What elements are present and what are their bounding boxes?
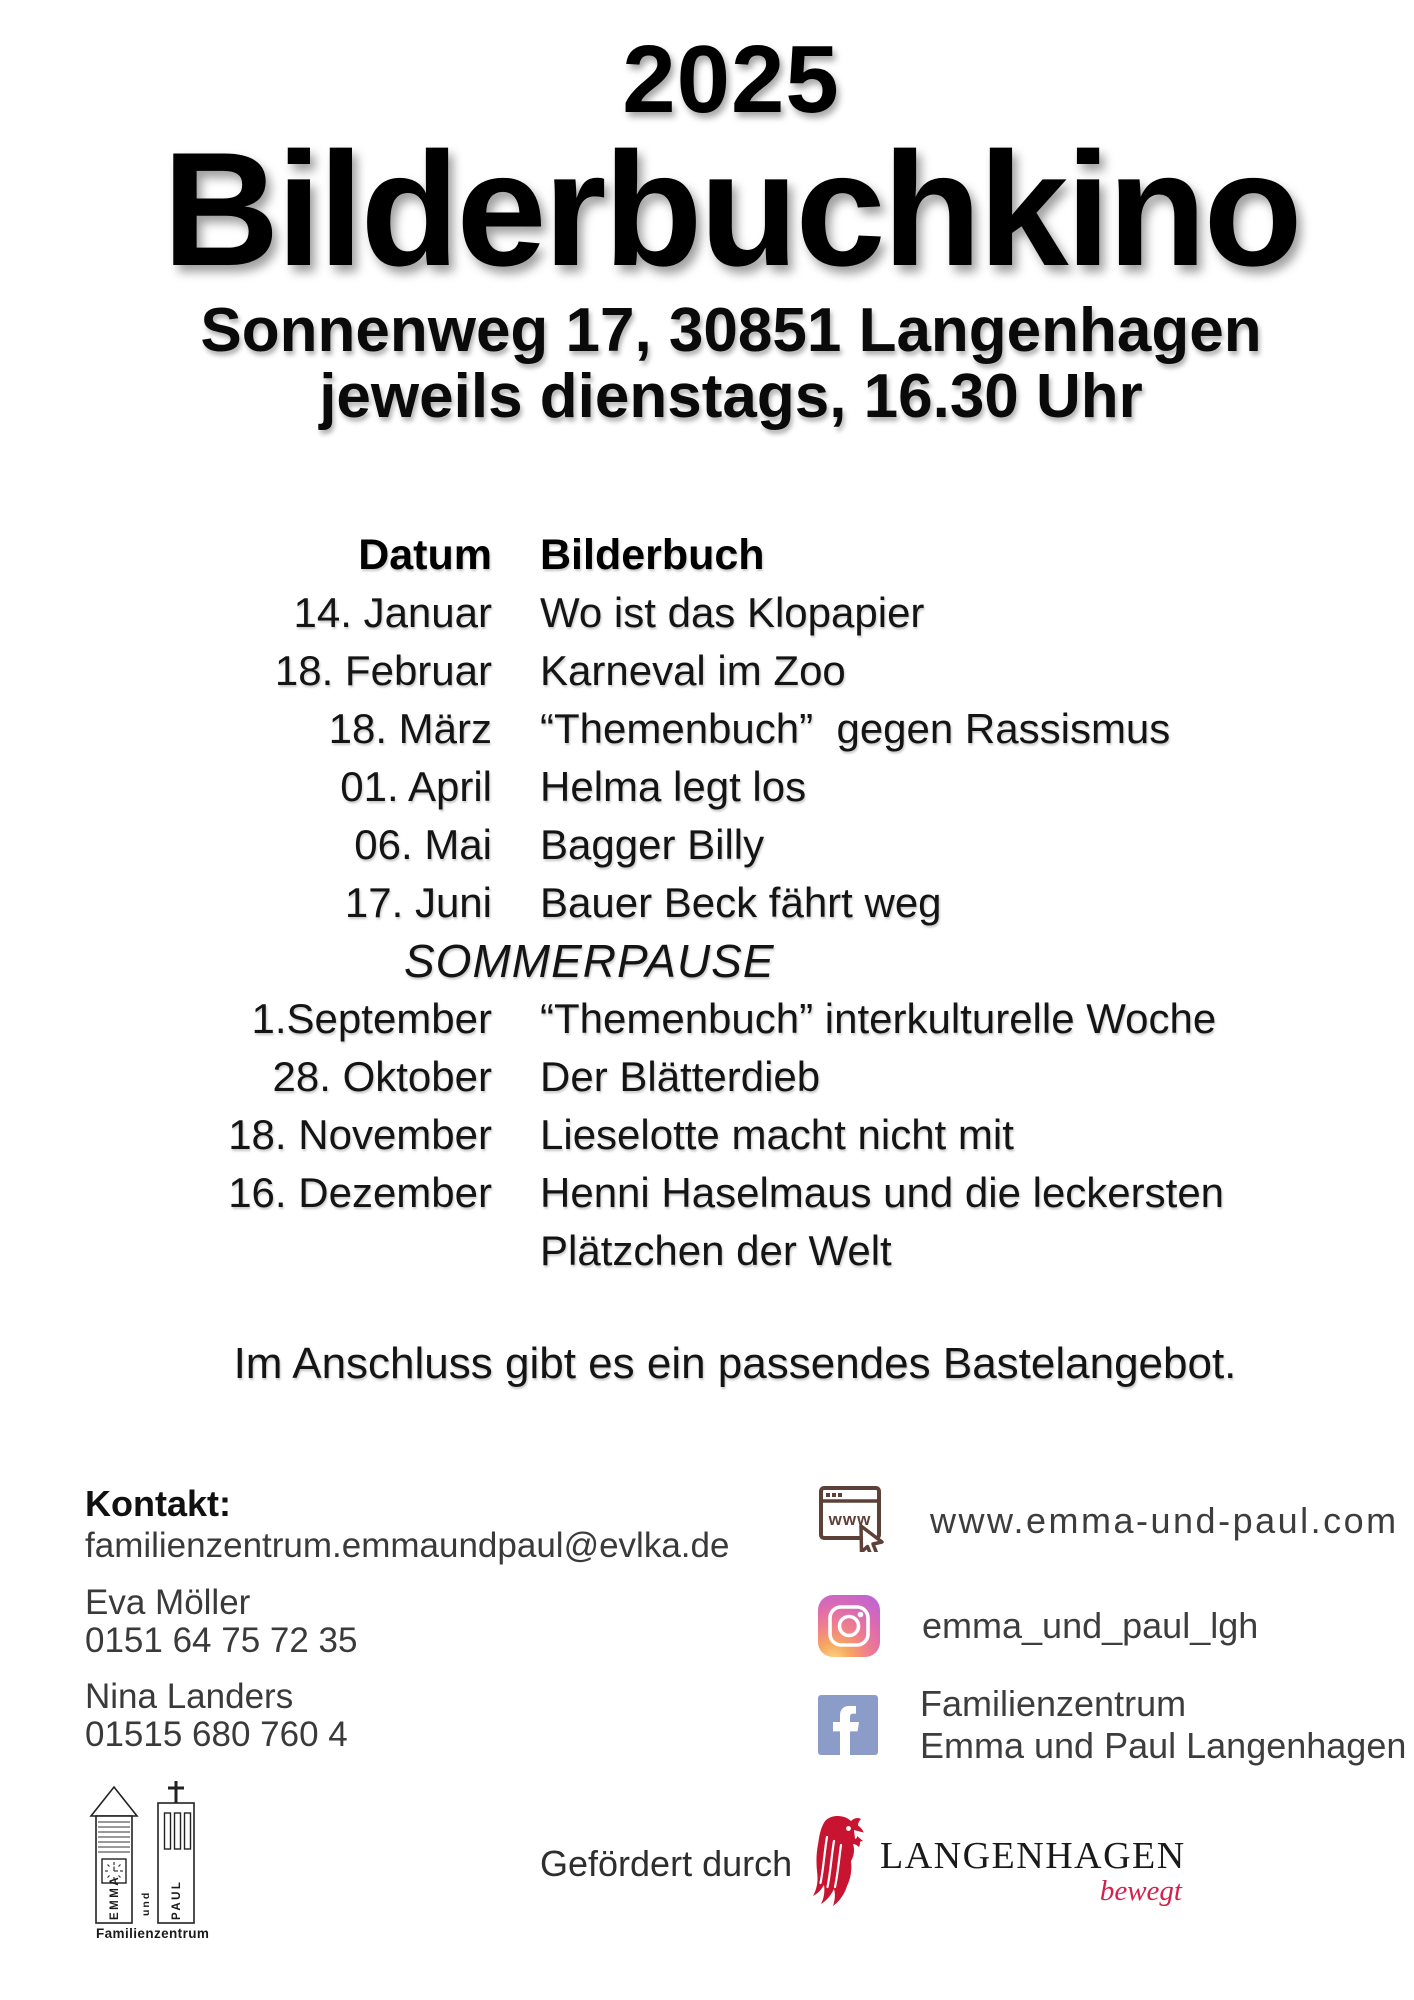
table-row-book: Bagger Billy (540, 821, 765, 868)
funded-by-label: Gefördert durch (540, 1843, 793, 1884)
city-tagline: bewegt (1099, 1875, 1182, 1907)
table-row-date: 01. April (340, 763, 492, 810)
column-header-date: Datum (358, 531, 492, 579)
facebook-name-line2: Emma und Paul Langenhagen (920, 1725, 1407, 1766)
tower-label-und: und (140, 1890, 152, 1916)
contact-block (85, 1482, 729, 1754)
instagram-row (818, 1595, 1414, 1657)
table-row-book: Wo ist das Klopapier (540, 589, 925, 636)
church-towers-icon (88, 1775, 218, 1950)
address-line: Sonnenweg 17, 30851 Langenhagen (200, 296, 1262, 365)
website-url: www.emma-und-paul.com (930, 1499, 1399, 1541)
table-row-date: 18. März (328, 705, 492, 752)
table-row-book: Bauer Beck fährt weg (540, 879, 942, 926)
facebook-name-line1: Familienzentrum (920, 1683, 1187, 1724)
table-row-date: 16. Dezember (228, 1169, 492, 1216)
svg-text:www: www (828, 1510, 872, 1529)
subtitle (48, 298, 1414, 430)
person-phone: 01515 680 760 4 (85, 1715, 348, 1754)
table-row-date: 28. Oktober (272, 1053, 492, 1100)
contact-person (85, 1584, 729, 1660)
lion-icon (810, 1815, 868, 1912)
table-row-book: Helma legt los (540, 763, 807, 810)
facebook-name (920, 1683, 1406, 1767)
footer (0, 1770, 1414, 2000)
tower-label-paul: PAUL (171, 1879, 183, 1920)
header (0, 0, 1414, 430)
tower-label-emma: EMMA (109, 1874, 121, 1920)
column-header-book: Bilderbuch (540, 531, 765, 579)
facebook-row (818, 1683, 1414, 1767)
table-row-book: Lieselotte macht nicht mit (540, 1111, 1014, 1158)
craft-note: Im Anschluss gibt es ein passendes Bastelangebot. (233, 1339, 1237, 1388)
table-row-date: 1.September (251, 995, 492, 1042)
table-row-date: 17. Juni (344, 879, 492, 926)
person-phone: 0151 64 75 72 35 (85, 1621, 358, 1660)
website-row (818, 1484, 1414, 1557)
city-logo (810, 1815, 1190, 1930)
table-row-date: 18. Februar (274, 647, 492, 694)
person-name: Eva Möller (85, 1583, 251, 1622)
city-name: LANGENHAGEN (880, 1835, 1186, 1877)
contact-heading: Kontakt: (85, 1483, 231, 1524)
table-row-book: “Themenbuch” gegen Rassismus (540, 705, 1171, 752)
browser-window-icon (818, 1484, 888, 1557)
table-row-book: Der Blätterdieb (540, 1053, 821, 1100)
instagram-handle: emma_und_paul_lgh (922, 1605, 1259, 1646)
table-row-date: 18. November (228, 1111, 492, 1158)
table-row-book: Henni Haselmaus und die leckersten Plätzchen der Welt (540, 1169, 1236, 1274)
instagram-icon (818, 1595, 880, 1657)
table-row-date: 06. Mai (354, 821, 492, 868)
person-name: Nina Landers (85, 1677, 294, 1716)
table-row-date: 14. Januar (293, 589, 492, 636)
page-title: Bilderbuchkino (162, 119, 1300, 300)
towers-caption: Familienzentrum (96, 1926, 210, 1941)
table-row-book: Karneval im Zoo (540, 647, 846, 694)
table-row-book: “Themenbuch” interkulturelle Woche (540, 995, 1217, 1042)
contact-email: familienzentrum.emmaundpaul@evlka.de (85, 1526, 730, 1565)
year-heading: 2025 (622, 26, 840, 133)
schedule-table (0, 526, 1414, 1280)
contact-person (85, 1678, 729, 1754)
links-block (818, 1484, 1414, 1767)
summer-break-row: SOMMERPAUSE (404, 935, 775, 987)
facebook-icon (818, 1695, 878, 1755)
schedule-line: jeweils dienstags, 16.30 Uhr (319, 362, 1143, 431)
